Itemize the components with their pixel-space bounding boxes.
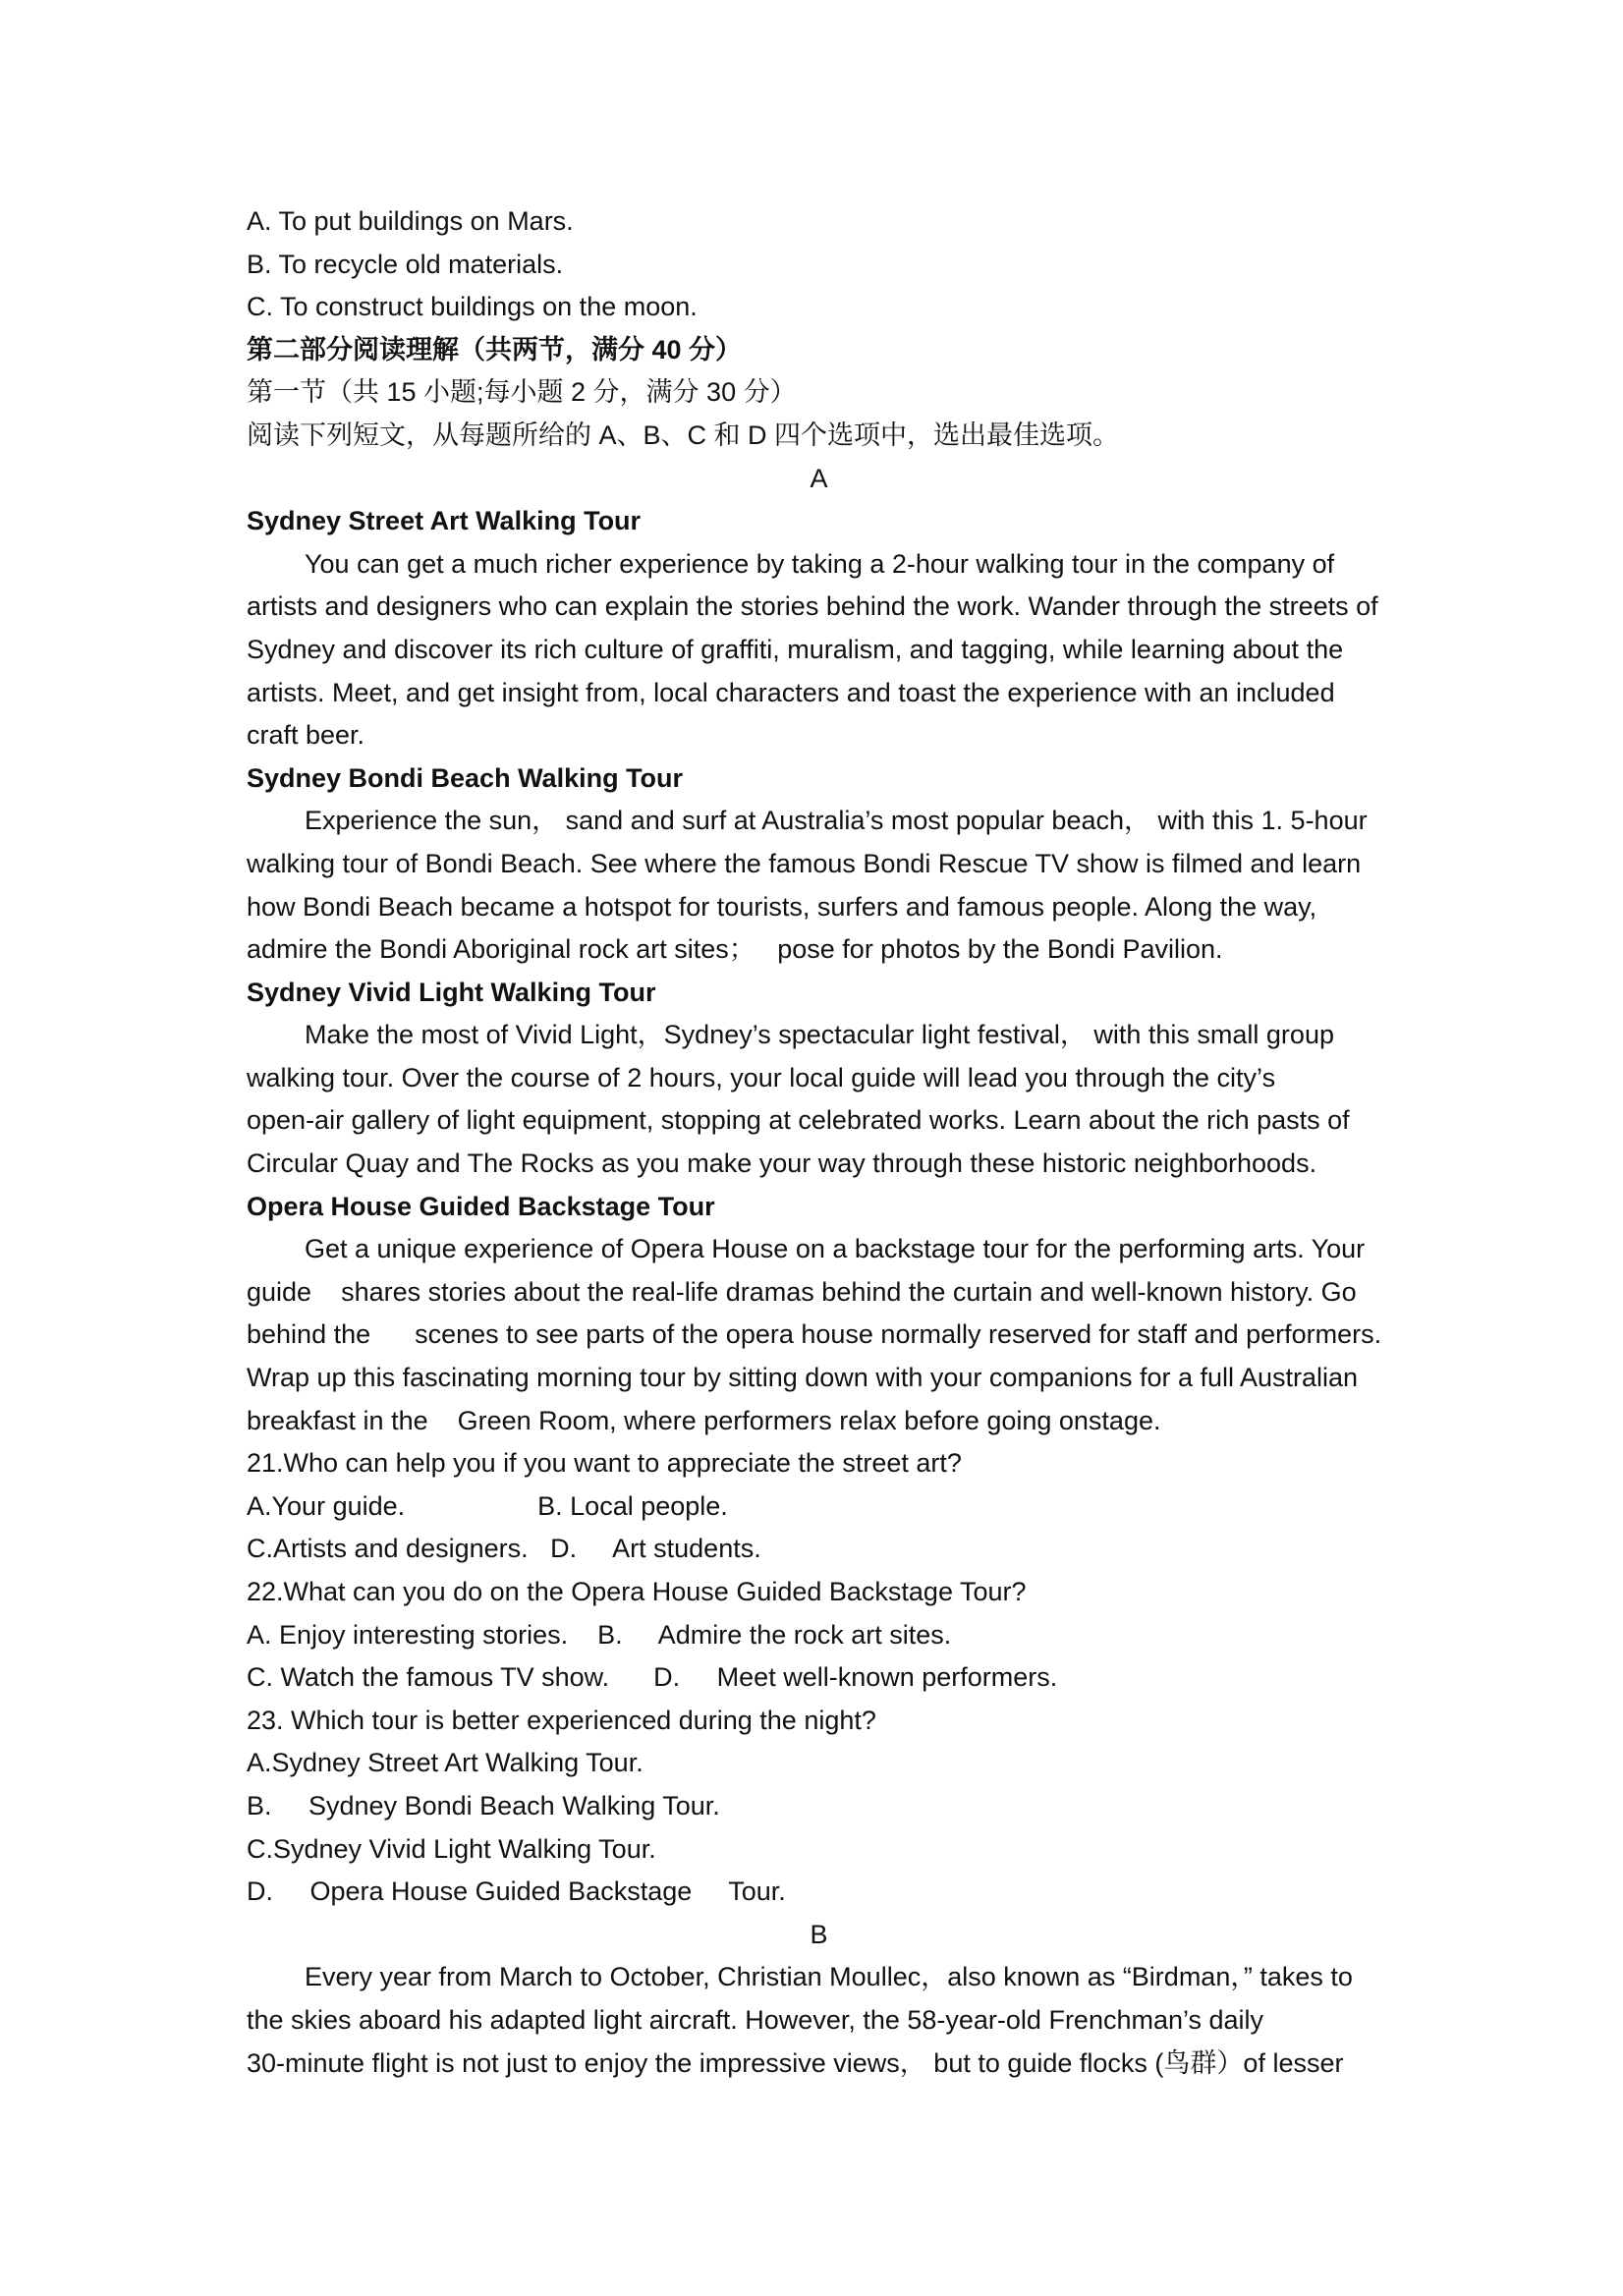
paragraph-line: how Bondi Beach became a hotspot for tourists, surfers and famous people. Along the way,	[247, 891, 1317, 922]
paragraph-line: Sydney and discover its rich culture of graffiti, muralism, and tagging, while learning about the	[247, 634, 1344, 664]
paragraph-line: Experience the sun， sand and surf at Australia’s most popular beach， with this 1. 5-hour	[305, 806, 1368, 836]
paragraph-line: 30-minute flight is not just to enjoy the impressive views， but to guide flocks (鸟群）of lesser	[247, 2047, 1344, 2078]
question-options: A. Enjoy interesting stories. B. Admire the rock art sites.	[247, 1619, 952, 1650]
paragraph-line: Make the most of Vivid Light，Sydney’s spectacular light festival， with this small group	[305, 1020, 1334, 1050]
paragraph-line: craft beer.	[247, 720, 365, 751]
tour-title: Sydney Vivid Light Walking Tour	[247, 977, 656, 1007]
paragraph-line: guide shares stories about the real-life dramas behind the curtain and well-known history. Go	[247, 1276, 1357, 1307]
section-subtitle: 第一节（共 15 小题;每小题 2 分，满分 30 分）	[247, 377, 797, 408]
question-options: C. Watch the famous TV show. D. Meet well-known performers.	[247, 1662, 1058, 1693]
paragraph-line: artists and designers who can explain the stories behind the work. Wander through the streets of	[247, 591, 1378, 622]
tour-street-art	[247, 500, 1391, 757]
question-22	[247, 1571, 1391, 1700]
paragraph-line: Get a unique experience of Opera House on a backstage tour for the performing arts. Your	[305, 1234, 1366, 1264]
paragraph-line: walking tour. Over the course of 2 hours, your local guide will lead you through the city’s	[247, 1062, 1276, 1092]
document-page	[247, 200, 1391, 2085]
tour-bondi-beach	[247, 757, 1391, 972]
paragraph-line: the skies aboard his adapted light aircraft. However, the 58-year-old Frenchman’s daily	[247, 2004, 1264, 2035]
passage-b	[247, 1956, 1391, 2085]
tour-vivid-light	[247, 972, 1391, 1186]
instruction: 阅读下列短文，从每题所给的 A、B、C 和 D 四个选项中，选出最佳选项。	[247, 420, 1120, 450]
part-title: 第二部分阅读理解（共两节，满分 40 分）	[247, 334, 743, 364]
question-stem: 22.What can you do on the Opera House Guided Backstage Tour?	[247, 1577, 1027, 1606]
paragraph-line: admire the Bondi Aboriginal rock art sites； pose for photos by the Bondi Pavilion.	[247, 934, 1223, 965]
question-option: A.Sydney Street Art Walking Tour.	[247, 1748, 644, 1778]
paragraph-line: breakfast in the Green Room, where performers relax before going onstage.	[247, 1405, 1161, 1435]
question-option: B. Sydney Bondi Beach Walking Tour.	[247, 1790, 720, 1820]
prev-option-c: C. To construct buildings on the moon.	[247, 292, 698, 322]
paragraph-line: Wrap up this fascinating morning tour by sitting down with your companions for a full Australian	[247, 1363, 1359, 1393]
paragraph-line: walking tour of Bondi Beach. See where the famous Bondi Rescue TV show is filmed and learn	[247, 848, 1362, 878]
tour-title: Opera House Guided Backstage Tour	[247, 1191, 715, 1221]
question-23	[247, 1700, 1391, 1914]
paragraph-line: artists. Meet, and get insight from, local characters and toast the experience with an included	[247, 677, 1335, 707]
passage-a-label: A	[810, 463, 828, 493]
tour-opera-house	[247, 1186, 1391, 1443]
paragraph-line: open-air gallery of light equipment, stopping at celebrated works. Learn about the rich pasts of	[247, 1105, 1350, 1136]
tour-title: Sydney Bondi Beach Walking Tour	[247, 762, 684, 793]
paragraph-line: Every year from March to October, Christian Moullec，also known as “Birdman，” takes to	[305, 1962, 1353, 1992]
question-option: C.Sydney Vivid Light Walking Tour.	[247, 1833, 656, 1864]
prev-option-b: B. To recycle old materials.	[247, 249, 564, 279]
question-stem: 21.Who can help you if you want to appreciate the street art?	[247, 1448, 962, 1479]
question-options: A.Your guide. B. Local people.	[247, 1490, 728, 1521]
question-stem: 23. Which tour is better experienced during the night?	[247, 1705, 876, 1735]
question-option: D. Opera House Guided Backstage Tour.	[247, 1876, 786, 1907]
paragraph-line: behind the scenes to see parts of the opera house normally reserved for staff and performers.	[247, 1319, 1382, 1350]
prev-option-a: A. To put buildings on Mars.	[247, 206, 574, 236]
paragraph-line: Circular Quay and The Rocks as you make your way through these historic neighborhoods.	[247, 1148, 1317, 1179]
passage-b-label: B	[810, 1919, 828, 1949]
question-21	[247, 1442, 1391, 1571]
paragraph-line: You can get a much richer experience by taking a 2-hour walking tour in the company of	[305, 548, 1335, 579]
question-options: C.Artists and designers. D. Art students.	[247, 1534, 761, 1564]
tour-title: Sydney Street Art Walking Tour	[247, 506, 642, 536]
